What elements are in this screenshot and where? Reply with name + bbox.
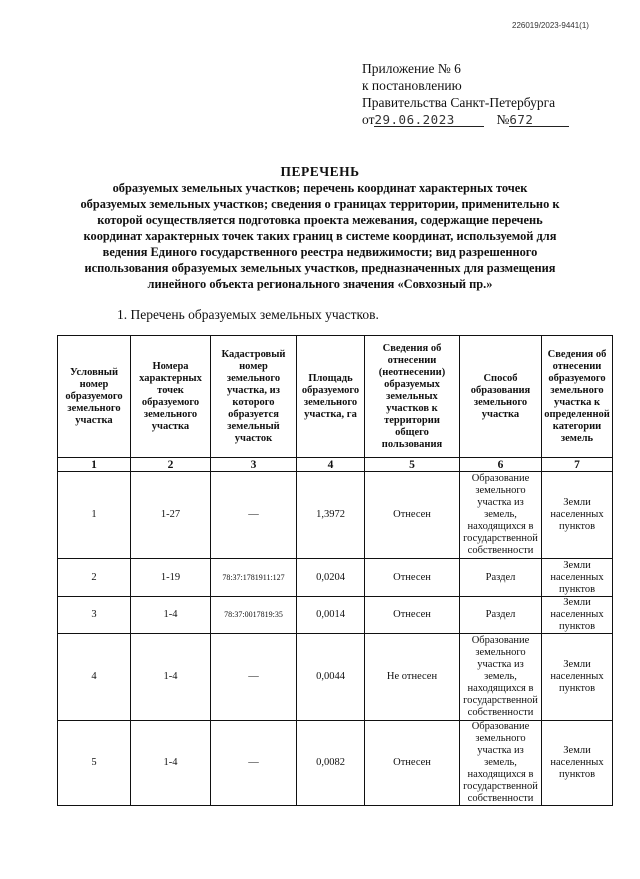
land-category-cell: Земли населенных пунктов [542, 597, 613, 634]
appendix-date-number-line [362, 111, 569, 128]
cadastral-cell: — [211, 634, 297, 721]
points-cell: 1-19 [131, 559, 211, 597]
column-number: 5 [365, 458, 460, 472]
column-number: 3 [211, 458, 297, 472]
appendix-line-3: Правительства Санкт-Петербурга [362, 95, 556, 110]
plot-id-cell: 1 [58, 472, 131, 559]
public-use-cell: Отнесен [365, 597, 460, 634]
cadastral-cell: 78:37:1781911:127 [211, 559, 297, 597]
column-number: 2 [131, 458, 211, 472]
appendix-line-2: к постановлению [362, 78, 462, 93]
table-header-row [58, 336, 613, 458]
column-number: 6 [460, 458, 542, 472]
public-use-cell: Отнесен [365, 559, 460, 597]
formation-method-cell: Образование земельного участка из земель, находящихся в государственной собственности [460, 721, 542, 806]
formation-method-cell: Раздел [460, 597, 542, 634]
land-category-cell: Земли населенных пунктов [542, 559, 613, 597]
public-use-cell: Отнесен [365, 472, 460, 559]
plot-id-cell: 4 [58, 634, 131, 721]
land-category-cell: Земли населенных пунктов [542, 634, 613, 721]
header-cell: Сведения об отнесении (неотнесении) образуемых земельных участков к территории общего пользования [365, 336, 460, 458]
document-title: ПЕРЕЧЕНЬ [280, 164, 360, 179]
cadastral-cell: 78:37:0017819:35 [211, 597, 297, 634]
appendix-line-1: Приложение № 6 [362, 61, 461, 76]
area-cell: 1,3972 [297, 472, 365, 559]
section-heading: 1. Перечень образуемых земельных участков. [117, 307, 379, 322]
public-use-cell: Не отнесен [365, 634, 460, 721]
area-cell: 0,0204 [297, 559, 365, 597]
plot-id-cell: 3 [58, 597, 131, 634]
document-registration-number: 226019/2023-9441(1) [512, 21, 589, 30]
plot-id-cell: 2 [58, 559, 131, 597]
cadastral-cell: — [211, 721, 297, 806]
points-cell: 1-4 [131, 597, 211, 634]
resolution-date: 29.06.2023 [374, 113, 484, 127]
header-cell: Сведения об отнесении образуемого земельного участка к определенной категории земель [542, 336, 613, 458]
table-row [58, 472, 613, 559]
column-number: 1 [58, 458, 131, 472]
header-cell: Условный номер образуемого земельного участка [58, 336, 131, 458]
header-cell: Кадастровый номер земельного участка, из которого образуется земельный участок [211, 336, 297, 458]
header-cell: Площадь образуемого земельного участка, га [297, 336, 365, 458]
area-cell: 0,0082 [297, 721, 365, 806]
formation-method-cell: Раздел [460, 559, 542, 597]
points-cell: 1-4 [131, 634, 211, 721]
number-prefix: № [496, 112, 510, 127]
table-row [58, 559, 613, 597]
table-row [58, 721, 613, 806]
formation-method-cell: Образование земельного участка из земель, находящихся в государственной собственности [460, 634, 542, 721]
column-number-row [58, 458, 613, 472]
formation-method-cell: Образование земельного участка из земель, находящихся в государственной собственности [460, 472, 542, 559]
header-cell: Номера характерных точек образуемого земельного участка [131, 336, 211, 458]
land-category-cell: Земли населенных пунктов [542, 721, 613, 806]
header-cell: Способ образования земельного участка [460, 336, 542, 458]
from-prefix: от [362, 112, 375, 127]
document-subtitle: образуемых земельных участков; перечень координат характерных точек образуемых земельных участков; сведения о границах территории, применительно к которой осуществляется подготовка проекта межевания, содержащие перечень координат характерных точек таких границ в системе координат, используемой для ведения Единого государственного реестра недвижимости; вид разрешенного использования образуемых земельных участков, предназначенных для размещения линейного объекта регионального значения «Совхозный пр.» [80, 181, 560, 291]
area-cell: 0,0014 [297, 597, 365, 634]
resolution-number: 672 [509, 113, 569, 127]
table-row [58, 597, 613, 634]
area-cell: 0,0044 [297, 634, 365, 721]
table-row [58, 634, 613, 721]
points-cell: 1-4 [131, 721, 211, 806]
plot-id-cell: 5 [58, 721, 131, 806]
appendix-block [362, 60, 569, 128]
points-cell: 1-27 [131, 472, 211, 559]
column-number: 7 [542, 458, 613, 472]
cadastral-cell: — [211, 472, 297, 559]
column-number: 4 [297, 458, 365, 472]
land-category-cell: Земли населенных пунктов [542, 472, 613, 559]
land-plots-table [57, 335, 613, 806]
public-use-cell: Отнесен [365, 721, 460, 806]
